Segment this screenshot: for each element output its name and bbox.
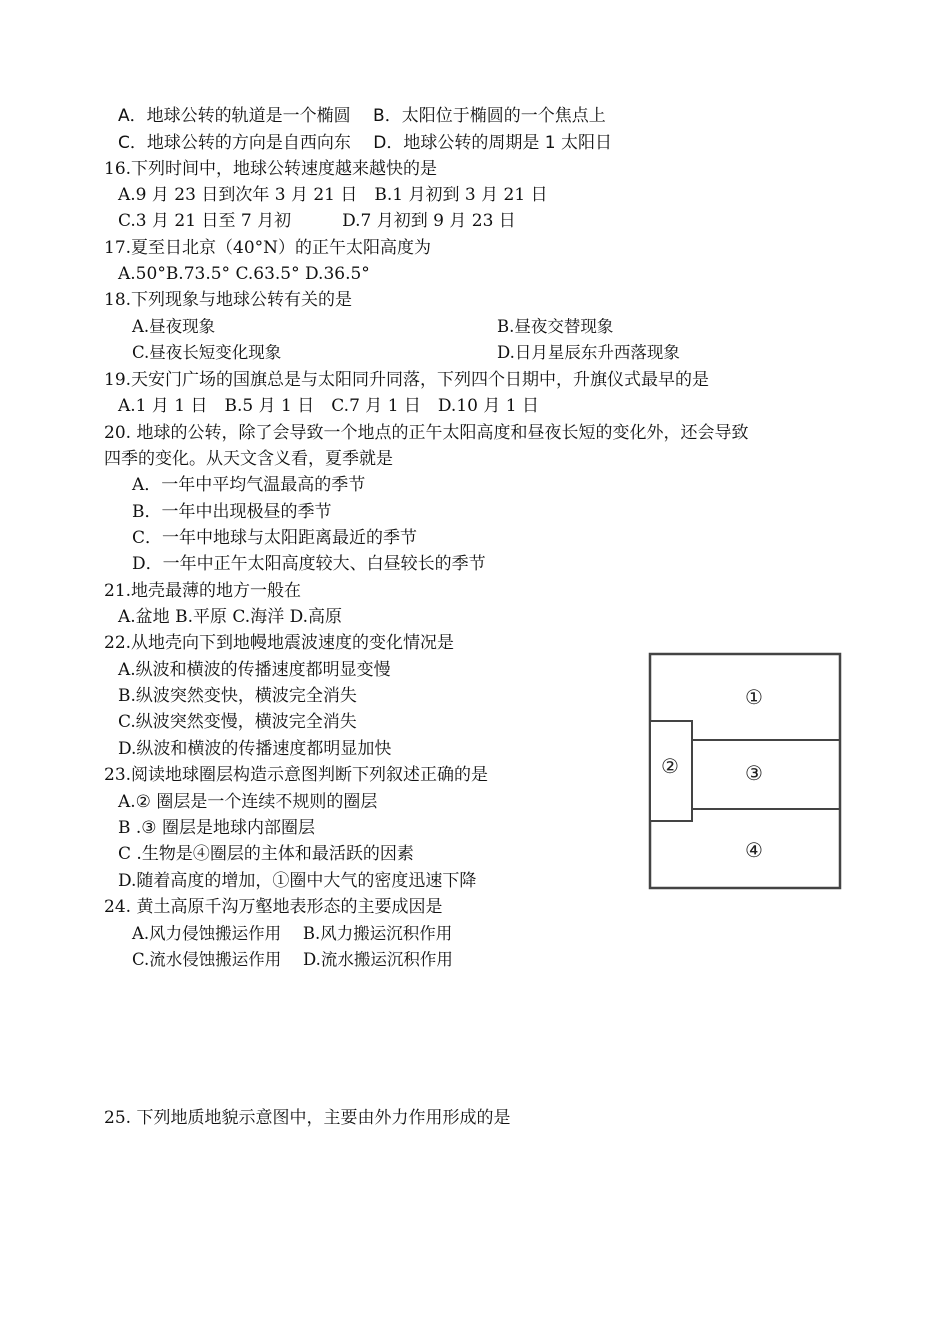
diagram-label-1: ①: [745, 685, 763, 709]
diagram-label-2: ②: [661, 754, 679, 778]
q20-option-b: B．一年中出现极昼的季节: [132, 502, 332, 522]
q19-question: 19.天安门广场的国旗总是与太阳同升同落，下列四个日期中，升旗仪式最早的是: [104, 370, 710, 390]
q23-option-c: C .生物是④圈层的主体和最活跃的因素: [118, 844, 414, 864]
q20-question-line1: 20. 地球的公转，除了会导致一个地点的正午太阳高度和昼夜长短的变化外，还会导致: [104, 423, 749, 443]
diagram-label-3: ③: [745, 761, 763, 785]
q18-option-b: B.昼夜交替现象: [497, 317, 614, 336]
q25-question: 25. 下列地质地貌示意图中，主要由外力作用形成的是: [104, 1108, 511, 1128]
q22-option-a: A.纵波和横波的传播速度都明显变慢: [118, 660, 391, 680]
q15-options-cd: C．地球公转的方向是自西向东 D．地球公转的周期是 1 太阳日: [118, 133, 612, 153]
q22-option-d: D.纵波和横波的传播速度都明显加快: [118, 739, 392, 759]
q22-option-b: B.纵波突然变快，横波完全消失: [118, 686, 357, 706]
q23-option-b: B .③ 圈层是地球内部圈层: [118, 818, 315, 838]
diagram-label-4: ④: [745, 838, 763, 862]
q23-option-d: D.随着高度的增加，①圈中大气的密度迅速下降: [118, 871, 477, 891]
q23-question: 23.阅读地球圈层构造示意图判断下列叙述正确的是: [104, 765, 489, 785]
q20-option-c: C．一年中地球与太阳距离最近的季节: [132, 528, 418, 548]
q17-options: A.50°B.73.5° C.63.5° D.36.5°: [118, 264, 370, 284]
q16-options-ab: A.9 月 23 日到次年 3 月 21 日 B.1 月初到 3 月 21 日: [118, 185, 548, 205]
earth-sphere-diagram: [648, 652, 844, 892]
q21-question: 21.地壳最薄的地方一般在: [104, 581, 302, 601]
q15-options-ab: A．地球公转的轨道是一个椭圆 B．太阳位于椭圆的一个焦点上: [118, 106, 606, 126]
q18-option-a: A.昼夜现象: [132, 317, 216, 336]
q18-option-c: C.昼夜长短变化现象: [132, 343, 282, 362]
q16-options-cd: C.3 月 21 日至 7 月初 D.7 月初到 9 月 23 日: [118, 211, 516, 231]
q20-option-a: A．一年中平均气温最高的季节: [132, 475, 366, 495]
q22-option-c: C.纵波突然变慢，横波完全消失: [118, 712, 357, 732]
q18-question: 18.下列现象与地球公转有关的是: [104, 290, 353, 310]
q16-question: 16.下列时间中，地球公转速度越来越快的是: [104, 159, 438, 179]
q21-options: A.盆地 B.平原 C.海洋 D.高原: [118, 607, 343, 627]
q20-option-d: D．一年中正午太阳高度较大、白昼较长的季节: [132, 554, 486, 574]
q19-options: A.1 月 1 日 B.5 月 1 日 C.7 月 1 日 D.10 月 1 日: [118, 396, 539, 416]
q18-option-d: D.日月星辰东升西落现象: [497, 343, 680, 362]
q23-option-a: A.② 圈层是一个连续不规则的圈层: [118, 792, 378, 812]
q22-question: 22.从地壳向下到地幔地震波速度的变化情况是: [104, 633, 455, 653]
q24-question: 24. 黄土高原千沟万壑地表形态的主要成因是: [104, 897, 443, 917]
q20-question-line2: 四季的变化。从天文含义看，夏季就是: [104, 449, 393, 469]
q17-question: 17.夏至日北京（40°N）的正午太阳高度为: [104, 238, 432, 258]
q24-options-cd: C.流水侵蚀搬运作用 D.流水搬运沉积作用: [132, 950, 453, 969]
q24-options-ab: A.风力侵蚀搬运作用 B.风力搬运沉积作用: [132, 924, 453, 943]
